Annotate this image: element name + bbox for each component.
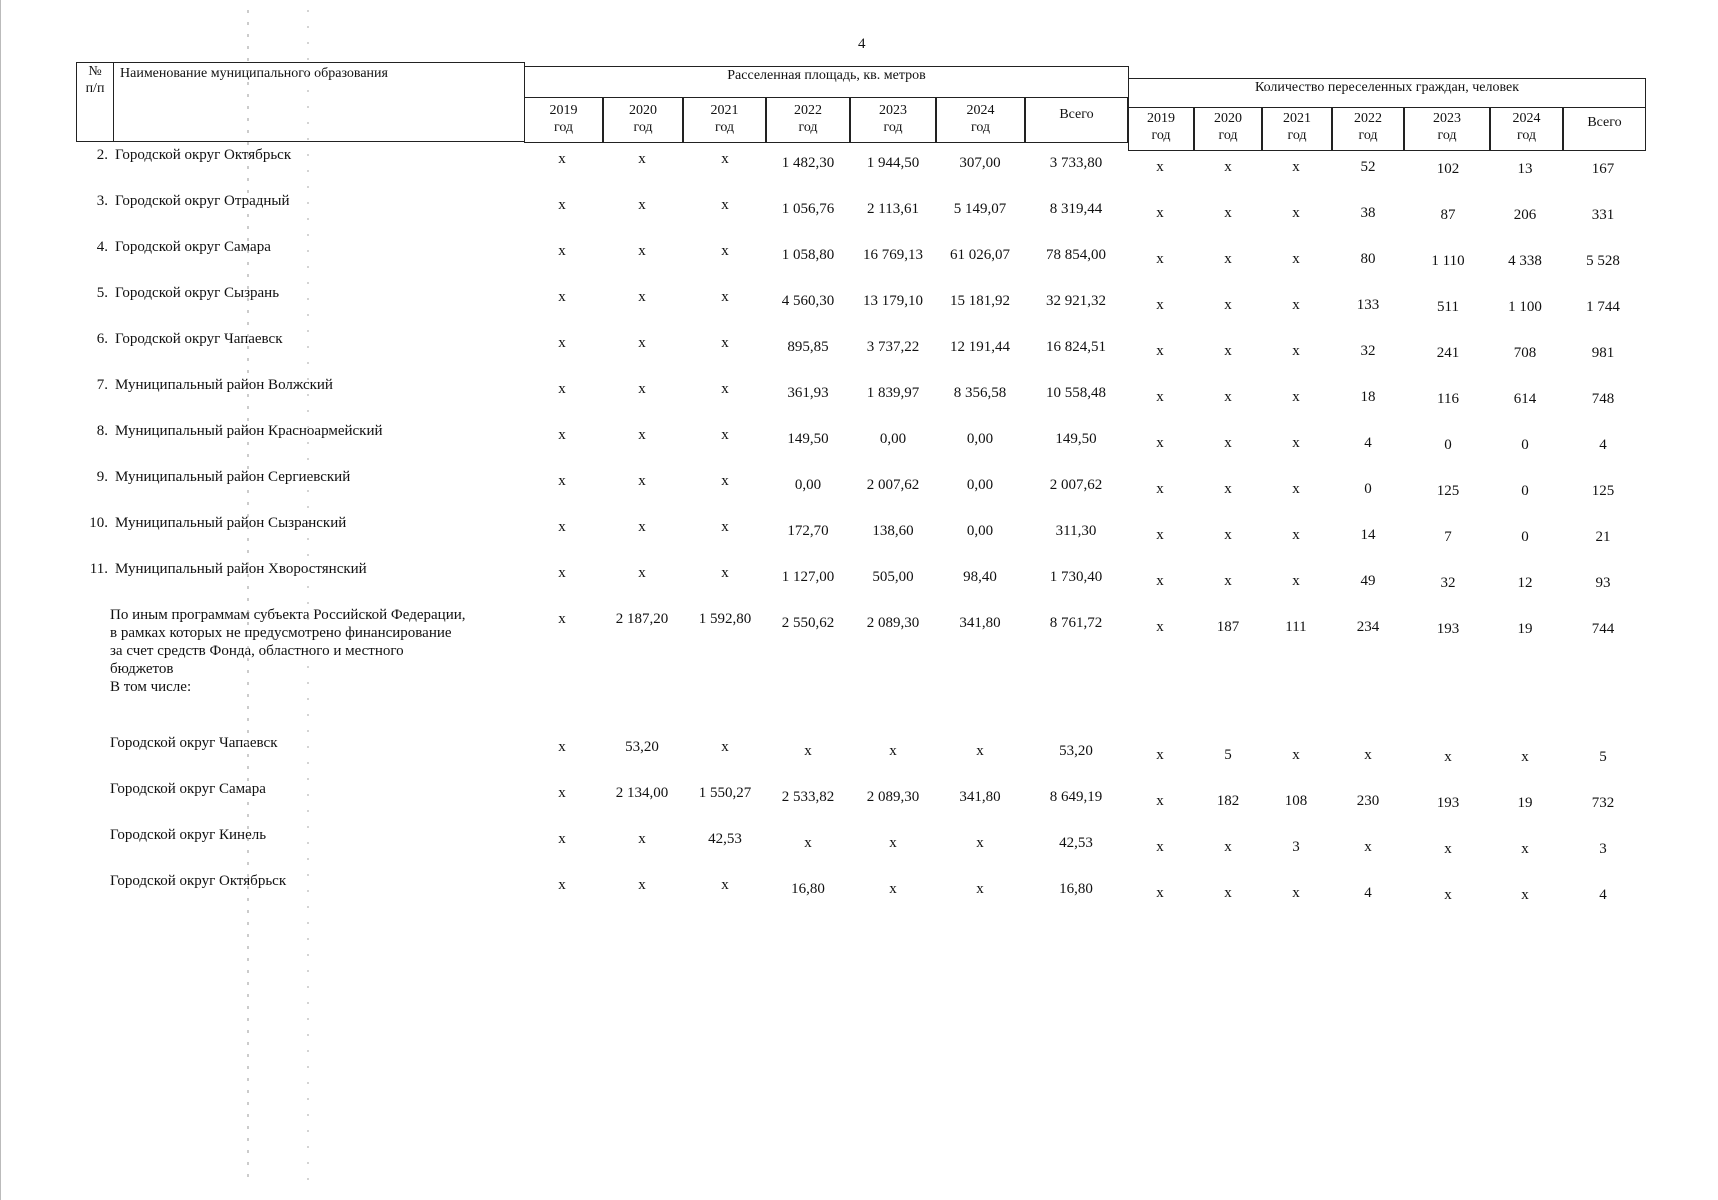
header-area-year-2020: 2020 год bbox=[603, 97, 683, 143]
people-value: x bbox=[1224, 389, 1232, 405]
people-value: x bbox=[1156, 435, 1164, 451]
people-value: x bbox=[1224, 573, 1232, 589]
area-value: 4 560,30 bbox=[781, 293, 835, 309]
area-value: x bbox=[804, 743, 812, 759]
area-value: 172,70 bbox=[787, 523, 829, 539]
row-number: 3. bbox=[96, 193, 108, 209]
people-value: 12 bbox=[1517, 575, 1533, 591]
area-value: 12 191,44 bbox=[950, 339, 1010, 355]
area-value: x bbox=[721, 519, 729, 535]
area-value: 0,00 bbox=[966, 523, 994, 539]
people-value: 5 bbox=[1599, 749, 1607, 765]
row-number: 4. bbox=[96, 239, 108, 255]
people-value: x bbox=[1224, 839, 1232, 855]
area-value: 16,80 bbox=[791, 881, 825, 897]
header-area-year-2021: 2021 год bbox=[683, 97, 766, 143]
people-value: 5 bbox=[1224, 747, 1232, 763]
area-value: 16 824,51 bbox=[1046, 339, 1106, 355]
area-value: x bbox=[638, 473, 646, 489]
area-value: 8 761,72 bbox=[1049, 615, 1103, 631]
area-value: x bbox=[721, 381, 729, 397]
people-value: x bbox=[1156, 159, 1164, 175]
area-value: 341,80 bbox=[959, 789, 1001, 805]
people-value: 4 bbox=[1364, 435, 1372, 451]
people-value: 87 bbox=[1440, 207, 1456, 223]
people-value: x bbox=[1292, 747, 1300, 763]
people-value: 102 bbox=[1436, 161, 1460, 177]
people-value: x bbox=[1292, 389, 1300, 405]
area-value: 13 179,10 bbox=[863, 293, 923, 309]
row-number: 7. bbox=[96, 377, 108, 393]
people-value: 234 bbox=[1356, 619, 1380, 635]
people-value: 116 bbox=[1437, 391, 1459, 407]
area-value: 2 089,30 bbox=[866, 789, 920, 805]
header-area-year-2022: 2022 год bbox=[766, 97, 850, 143]
people-value: x bbox=[1292, 435, 1300, 451]
area-value: 307,00 bbox=[959, 155, 1001, 171]
people-value: 1 100 bbox=[1508, 299, 1542, 315]
people-value: x bbox=[1292, 885, 1300, 901]
header-area-year-2024: 2024 год bbox=[936, 97, 1025, 143]
area-value: x bbox=[721, 335, 729, 351]
people-value: x bbox=[1156, 343, 1164, 359]
municipality-name: Муниципальный район Волжский bbox=[115, 377, 333, 393]
people-value: 230 bbox=[1356, 793, 1380, 809]
people-value: x bbox=[1156, 619, 1164, 635]
header-people-year-2021: 2021 год bbox=[1262, 107, 1332, 151]
header-area-year-2019: 2019 год bbox=[524, 97, 603, 143]
area-value: x bbox=[558, 611, 566, 627]
area-value: x bbox=[638, 289, 646, 305]
area-value: x bbox=[558, 877, 566, 893]
area-value: x bbox=[558, 151, 566, 167]
municipality-name: Муниципальный район Сызранский bbox=[115, 515, 347, 531]
area-value: x bbox=[721, 473, 729, 489]
people-value: 21 bbox=[1595, 529, 1611, 545]
row-number: 5. bbox=[96, 285, 108, 301]
people-value: 331 bbox=[1591, 207, 1615, 223]
people-value: x bbox=[1156, 747, 1164, 763]
area-value: x bbox=[558, 289, 566, 305]
people-value: x bbox=[1156, 885, 1164, 901]
people-value: 38 bbox=[1360, 205, 1376, 221]
people-value: 1 744 bbox=[1586, 299, 1620, 315]
people-value: x bbox=[1156, 297, 1164, 313]
people-value: 32 bbox=[1360, 343, 1376, 359]
area-value: 2 007,62 bbox=[1049, 477, 1103, 493]
area-value: x bbox=[638, 381, 646, 397]
municipality-name: Городской округ Октябрьск bbox=[115, 147, 292, 163]
people-value: 193 bbox=[1436, 621, 1460, 637]
people-value: 4 bbox=[1599, 887, 1607, 903]
people-value: 748 bbox=[1591, 391, 1615, 407]
people-value: x bbox=[1156, 481, 1164, 497]
municipality-name: Городской округ Самара bbox=[115, 239, 271, 255]
area-value: 10 558,48 bbox=[1046, 385, 1106, 401]
header-people-year-2020: 2020 год bbox=[1194, 107, 1262, 151]
municipality-name: Городской округ Октябрьск bbox=[110, 873, 287, 889]
people-value: 167 bbox=[1591, 161, 1615, 177]
area-value: 2 187,20 bbox=[615, 611, 669, 627]
people-value: x bbox=[1156, 527, 1164, 543]
people-value: x bbox=[1292, 481, 1300, 497]
people-value: 18 bbox=[1360, 389, 1376, 405]
people-value: 49 bbox=[1360, 573, 1376, 589]
row-number: 11. bbox=[89, 561, 108, 577]
area-value: x bbox=[889, 743, 897, 759]
area-value: 1 058,80 bbox=[781, 247, 835, 263]
people-value: x bbox=[1224, 251, 1232, 267]
area-value: x bbox=[721, 739, 729, 755]
area-value: 0,00 bbox=[966, 477, 994, 493]
people-value: 1 110 bbox=[1431, 253, 1465, 269]
people-value: 52 bbox=[1360, 159, 1376, 175]
people-value: x bbox=[1224, 159, 1232, 175]
header-people-year-2019: 2019 год bbox=[1128, 107, 1194, 151]
area-value: 16,80 bbox=[1059, 881, 1093, 897]
people-value: 111 bbox=[1285, 619, 1307, 635]
people-value: x bbox=[1156, 839, 1164, 855]
people-value: x bbox=[1292, 251, 1300, 267]
people-value: 241 bbox=[1436, 345, 1460, 361]
people-value: 193 bbox=[1436, 795, 1460, 811]
people-value: x bbox=[1292, 343, 1300, 359]
area-value: x bbox=[558, 243, 566, 259]
header-num-col: № п/п bbox=[76, 62, 114, 142]
people-value: 0 bbox=[1444, 437, 1452, 453]
municipality-name: Муниципальный район Сергиевский bbox=[115, 469, 351, 485]
area-value: 0,00 bbox=[794, 477, 822, 493]
area-value: x bbox=[976, 881, 984, 897]
people-value: 5 528 bbox=[1586, 253, 1620, 269]
row-number: 9. bbox=[96, 469, 108, 485]
area-value: 78 854,00 bbox=[1046, 247, 1106, 263]
area-value: x bbox=[558, 785, 566, 801]
area-value: x bbox=[976, 743, 984, 759]
header-area-total: Всего bbox=[1025, 97, 1128, 143]
area-value: 138,60 bbox=[872, 523, 914, 539]
people-value: x bbox=[1224, 481, 1232, 497]
people-value: x bbox=[1521, 841, 1529, 857]
header-people-year-2023: 2023 год bbox=[1404, 107, 1490, 151]
area-value: 0,00 bbox=[966, 431, 994, 447]
area-value: 1 127,00 bbox=[781, 569, 835, 585]
area-value: x bbox=[721, 243, 729, 259]
area-value: x bbox=[638, 831, 646, 847]
area-value: 15 181,92 bbox=[950, 293, 1010, 309]
people-value: 187 bbox=[1216, 619, 1240, 635]
area-value: x bbox=[558, 197, 566, 213]
area-value: x bbox=[638, 197, 646, 213]
area-value: x bbox=[638, 427, 646, 443]
people-value: 7 bbox=[1444, 529, 1452, 545]
people-value: 3 bbox=[1292, 839, 1300, 855]
area-value: 361,93 bbox=[787, 385, 829, 401]
area-value: 505,00 bbox=[872, 569, 914, 585]
area-value: 61 026,07 bbox=[950, 247, 1010, 263]
people-value: 19 bbox=[1517, 621, 1533, 637]
area-value: x bbox=[721, 289, 729, 305]
people-value: x bbox=[1521, 749, 1529, 765]
header-people-group: Количество переселенных граждан, человек bbox=[1128, 78, 1646, 108]
area-value: 32 921,32 bbox=[1046, 293, 1106, 309]
row-number: 10. bbox=[89, 515, 108, 531]
area-value: x bbox=[558, 519, 566, 535]
area-value: 2 533,82 bbox=[781, 789, 835, 805]
area-value: 3 733,80 bbox=[1049, 155, 1103, 171]
area-value: x bbox=[558, 831, 566, 847]
area-value: x bbox=[558, 381, 566, 397]
people-value: x bbox=[1444, 841, 1452, 857]
people-value: 0 bbox=[1521, 529, 1529, 545]
people-value: 182 bbox=[1216, 793, 1240, 809]
area-value: 98,40 bbox=[963, 569, 997, 585]
people-value: 14 bbox=[1360, 527, 1376, 543]
row-number: 2. bbox=[96, 147, 108, 163]
people-value: 511 bbox=[1437, 299, 1459, 315]
area-value: 16 769,13 bbox=[863, 247, 923, 263]
header-people-year-2022: 2022 год bbox=[1332, 107, 1404, 151]
people-value: 32 bbox=[1440, 575, 1456, 591]
area-value: x bbox=[721, 197, 729, 213]
area-value: x bbox=[558, 565, 566, 581]
municipality-name: Муниципальный район Хворостянский bbox=[115, 561, 367, 577]
people-value: 80 bbox=[1360, 251, 1376, 267]
people-value: x bbox=[1292, 159, 1300, 175]
area-value: 1 550,27 bbox=[698, 785, 752, 801]
row-number: 6. bbox=[96, 331, 108, 347]
people-value: 108 bbox=[1284, 793, 1308, 809]
area-value: 3 737,22 bbox=[866, 339, 920, 355]
area-value: x bbox=[638, 243, 646, 259]
people-value: x bbox=[1224, 527, 1232, 543]
people-value: 13 bbox=[1517, 161, 1533, 177]
area-value: x bbox=[889, 835, 897, 851]
area-value: 2 113,61 bbox=[867, 201, 919, 217]
area-value: x bbox=[558, 427, 566, 443]
people-value: 125 bbox=[1436, 483, 1460, 499]
area-value: 311,30 bbox=[1055, 523, 1097, 539]
area-value: 1 944,50 bbox=[866, 155, 920, 171]
people-value: x bbox=[1224, 297, 1232, 313]
people-value: 133 bbox=[1356, 297, 1380, 313]
people-value: x bbox=[1364, 747, 1372, 763]
people-value: x bbox=[1292, 297, 1300, 313]
people-value: x bbox=[1156, 251, 1164, 267]
area-value: 8 319,44 bbox=[1049, 201, 1103, 217]
municipality-name: Городской округ Отрадный bbox=[115, 193, 290, 209]
people-value: x bbox=[1224, 343, 1232, 359]
people-value: 4 338 bbox=[1508, 253, 1542, 269]
municipality-name: Городской округ Сызрань bbox=[115, 285, 280, 301]
area-value: 0,00 bbox=[879, 431, 907, 447]
people-value: x bbox=[1156, 793, 1164, 809]
people-value: 4 bbox=[1599, 437, 1607, 453]
area-value: 2 089,30 bbox=[866, 615, 920, 631]
people-value: x bbox=[1156, 389, 1164, 405]
people-value: x bbox=[1224, 205, 1232, 221]
area-value: x bbox=[721, 427, 729, 443]
municipality-name: Городской округ Кинель bbox=[110, 827, 267, 843]
area-value: x bbox=[976, 835, 984, 851]
municipality-name: Городской округ Самара bbox=[110, 781, 266, 797]
page-number: 4 bbox=[858, 36, 866, 52]
people-value: 744 bbox=[1591, 621, 1615, 637]
area-value: 1 056,76 bbox=[781, 201, 835, 217]
area-value: 149,50 bbox=[1055, 431, 1097, 447]
municipality-name: Муниципальный район Красноармейский bbox=[115, 423, 383, 439]
area-value: 5 149,07 bbox=[953, 201, 1007, 217]
people-value: 0 bbox=[1521, 483, 1529, 499]
area-value: 149,50 bbox=[787, 431, 829, 447]
area-value: 1 730,40 bbox=[1049, 569, 1103, 585]
people-value: 732 bbox=[1591, 795, 1615, 811]
people-value: 19 bbox=[1517, 795, 1533, 811]
area-value: 1 839,97 bbox=[866, 385, 920, 401]
header-people-year-2024: 2024 год bbox=[1490, 107, 1563, 151]
area-value: 53,20 bbox=[625, 739, 659, 755]
area-value: x bbox=[638, 335, 646, 351]
people-value: 614 bbox=[1513, 391, 1537, 407]
area-value: 1 592,80 bbox=[698, 611, 752, 627]
people-value: x bbox=[1156, 205, 1164, 221]
area-value: 42,53 bbox=[708, 831, 742, 847]
people-value: x bbox=[1292, 573, 1300, 589]
people-value: 206 bbox=[1513, 207, 1537, 223]
people-value: 93 bbox=[1595, 575, 1611, 591]
area-value: 2 550,62 bbox=[781, 615, 835, 631]
area-value: x bbox=[638, 519, 646, 535]
row-number: 8. bbox=[96, 423, 108, 439]
header-area-group: Расселенная площадь, кв. метров bbox=[524, 66, 1129, 98]
header-name-col: Наименование муниципального образования bbox=[113, 62, 525, 142]
area-value: 2 007,62 bbox=[866, 477, 920, 493]
header-area-year-2023: 2023 год bbox=[850, 97, 936, 143]
municipality-name: Городской округ Чапаевск bbox=[115, 331, 283, 347]
people-value: x bbox=[1521, 887, 1529, 903]
people-value: x bbox=[1444, 749, 1452, 765]
people-value: x bbox=[1224, 885, 1232, 901]
municipality-name: Городской округ Чапаевск bbox=[110, 735, 278, 751]
area-value: 53,20 bbox=[1059, 743, 1093, 759]
area-value: x bbox=[558, 473, 566, 489]
area-value: x bbox=[558, 739, 566, 755]
area-value: 42,53 bbox=[1059, 835, 1093, 851]
area-value: x bbox=[638, 151, 646, 167]
area-value: 895,85 bbox=[787, 339, 829, 355]
people-value: x bbox=[1364, 839, 1372, 855]
people-value: 0 bbox=[1364, 481, 1372, 497]
people-value: x bbox=[1224, 435, 1232, 451]
people-value: 125 bbox=[1591, 483, 1615, 499]
area-value: x bbox=[558, 335, 566, 351]
people-value: 3 bbox=[1599, 841, 1607, 857]
area-value: x bbox=[889, 881, 897, 897]
area-value: 8 356,58 bbox=[953, 385, 1007, 401]
people-value: x bbox=[1292, 527, 1300, 543]
area-value: x bbox=[804, 835, 812, 851]
people-value: x bbox=[1156, 573, 1164, 589]
people-value: x bbox=[1292, 205, 1300, 221]
area-value: 2 134,00 bbox=[615, 785, 669, 801]
area-value: 8 649,19 bbox=[1049, 789, 1103, 805]
area-value: x bbox=[721, 151, 729, 167]
header-people-total: Всего bbox=[1563, 107, 1646, 151]
area-value: x bbox=[721, 877, 729, 893]
area-value: x bbox=[721, 565, 729, 581]
municipality-name: По иным программам субъекта Российской Федерации, в рамках которых не предусмотрено финансирование за счет средств Фонда, областного и местного бюджетов В том числе: bbox=[110, 607, 466, 695]
area-value: x bbox=[638, 565, 646, 581]
people-value: 708 bbox=[1513, 345, 1537, 361]
people-value: 981 bbox=[1591, 345, 1615, 361]
area-value: x bbox=[638, 877, 646, 893]
area-value: 1 482,30 bbox=[781, 155, 835, 171]
people-value: 4 bbox=[1364, 885, 1372, 901]
area-value: 341,80 bbox=[959, 615, 1001, 631]
people-value: x bbox=[1444, 887, 1452, 903]
people-value: 0 bbox=[1521, 437, 1529, 453]
